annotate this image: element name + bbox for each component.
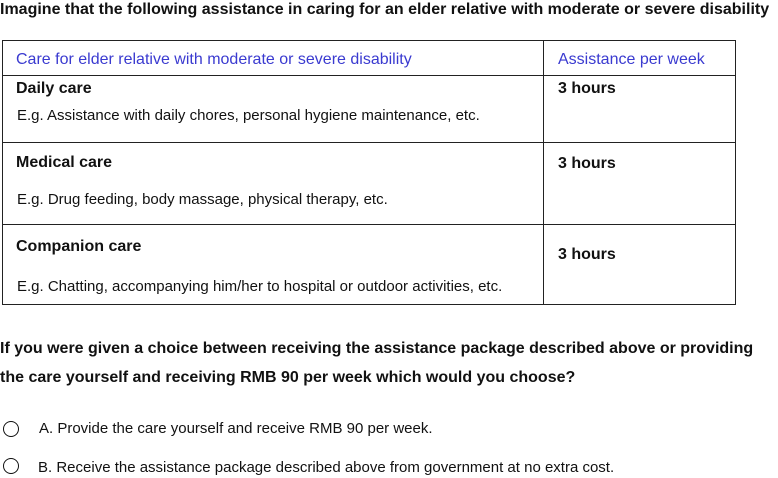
- header-assistance: Assistance per week: [558, 51, 705, 68]
- question-line-1: If you were given a choice between receiving the assistance package described above or providing: [0, 340, 754, 357]
- option-b-radio[interactable]: [3, 458, 19, 474]
- row-hours: 3 hours: [558, 80, 616, 97]
- row-description: E.g. Drug feeding, body massage, physical therapy, etc.: [17, 191, 388, 208]
- row-divider-2: [3, 224, 735, 225]
- option-b-label[interactable]: B. Receive the assistance package described above from government at no extra cost.: [38, 459, 615, 476]
- row-description: E.g. Assistance with daily chores, personal hygiene maintenance, etc.: [17, 107, 480, 124]
- option-a-label[interactable]: A. Provide the care yourself and receive RMB 90 per week.: [39, 420, 433, 437]
- row-divider-1: [3, 142, 735, 143]
- row-description: E.g. Chatting, accompanying him/her to hospital or outdoor activities, etc.: [17, 278, 503, 295]
- question-line-2: the care yourself and receiving RMB 90 per week which would you choose?: [0, 369, 576, 386]
- header-row-divider: [3, 75, 735, 76]
- row-title: Medical care: [16, 154, 113, 171]
- row-title: Daily care: [16, 80, 92, 97]
- column-divider: [543, 41, 544, 304]
- row-title: Companion care: [16, 238, 142, 255]
- intro-text: Imagine that the following assistance in caring for an elder relative with moderate or severe disability: [0, 1, 770, 18]
- row-hours: 3 hours: [558, 246, 616, 263]
- header-care: Care for elder relative with moderate or severe disability: [16, 51, 412, 68]
- row-hours: 3 hours: [558, 155, 616, 172]
- option-a-radio[interactable]: [3, 421, 19, 437]
- care-table: [2, 40, 736, 305]
